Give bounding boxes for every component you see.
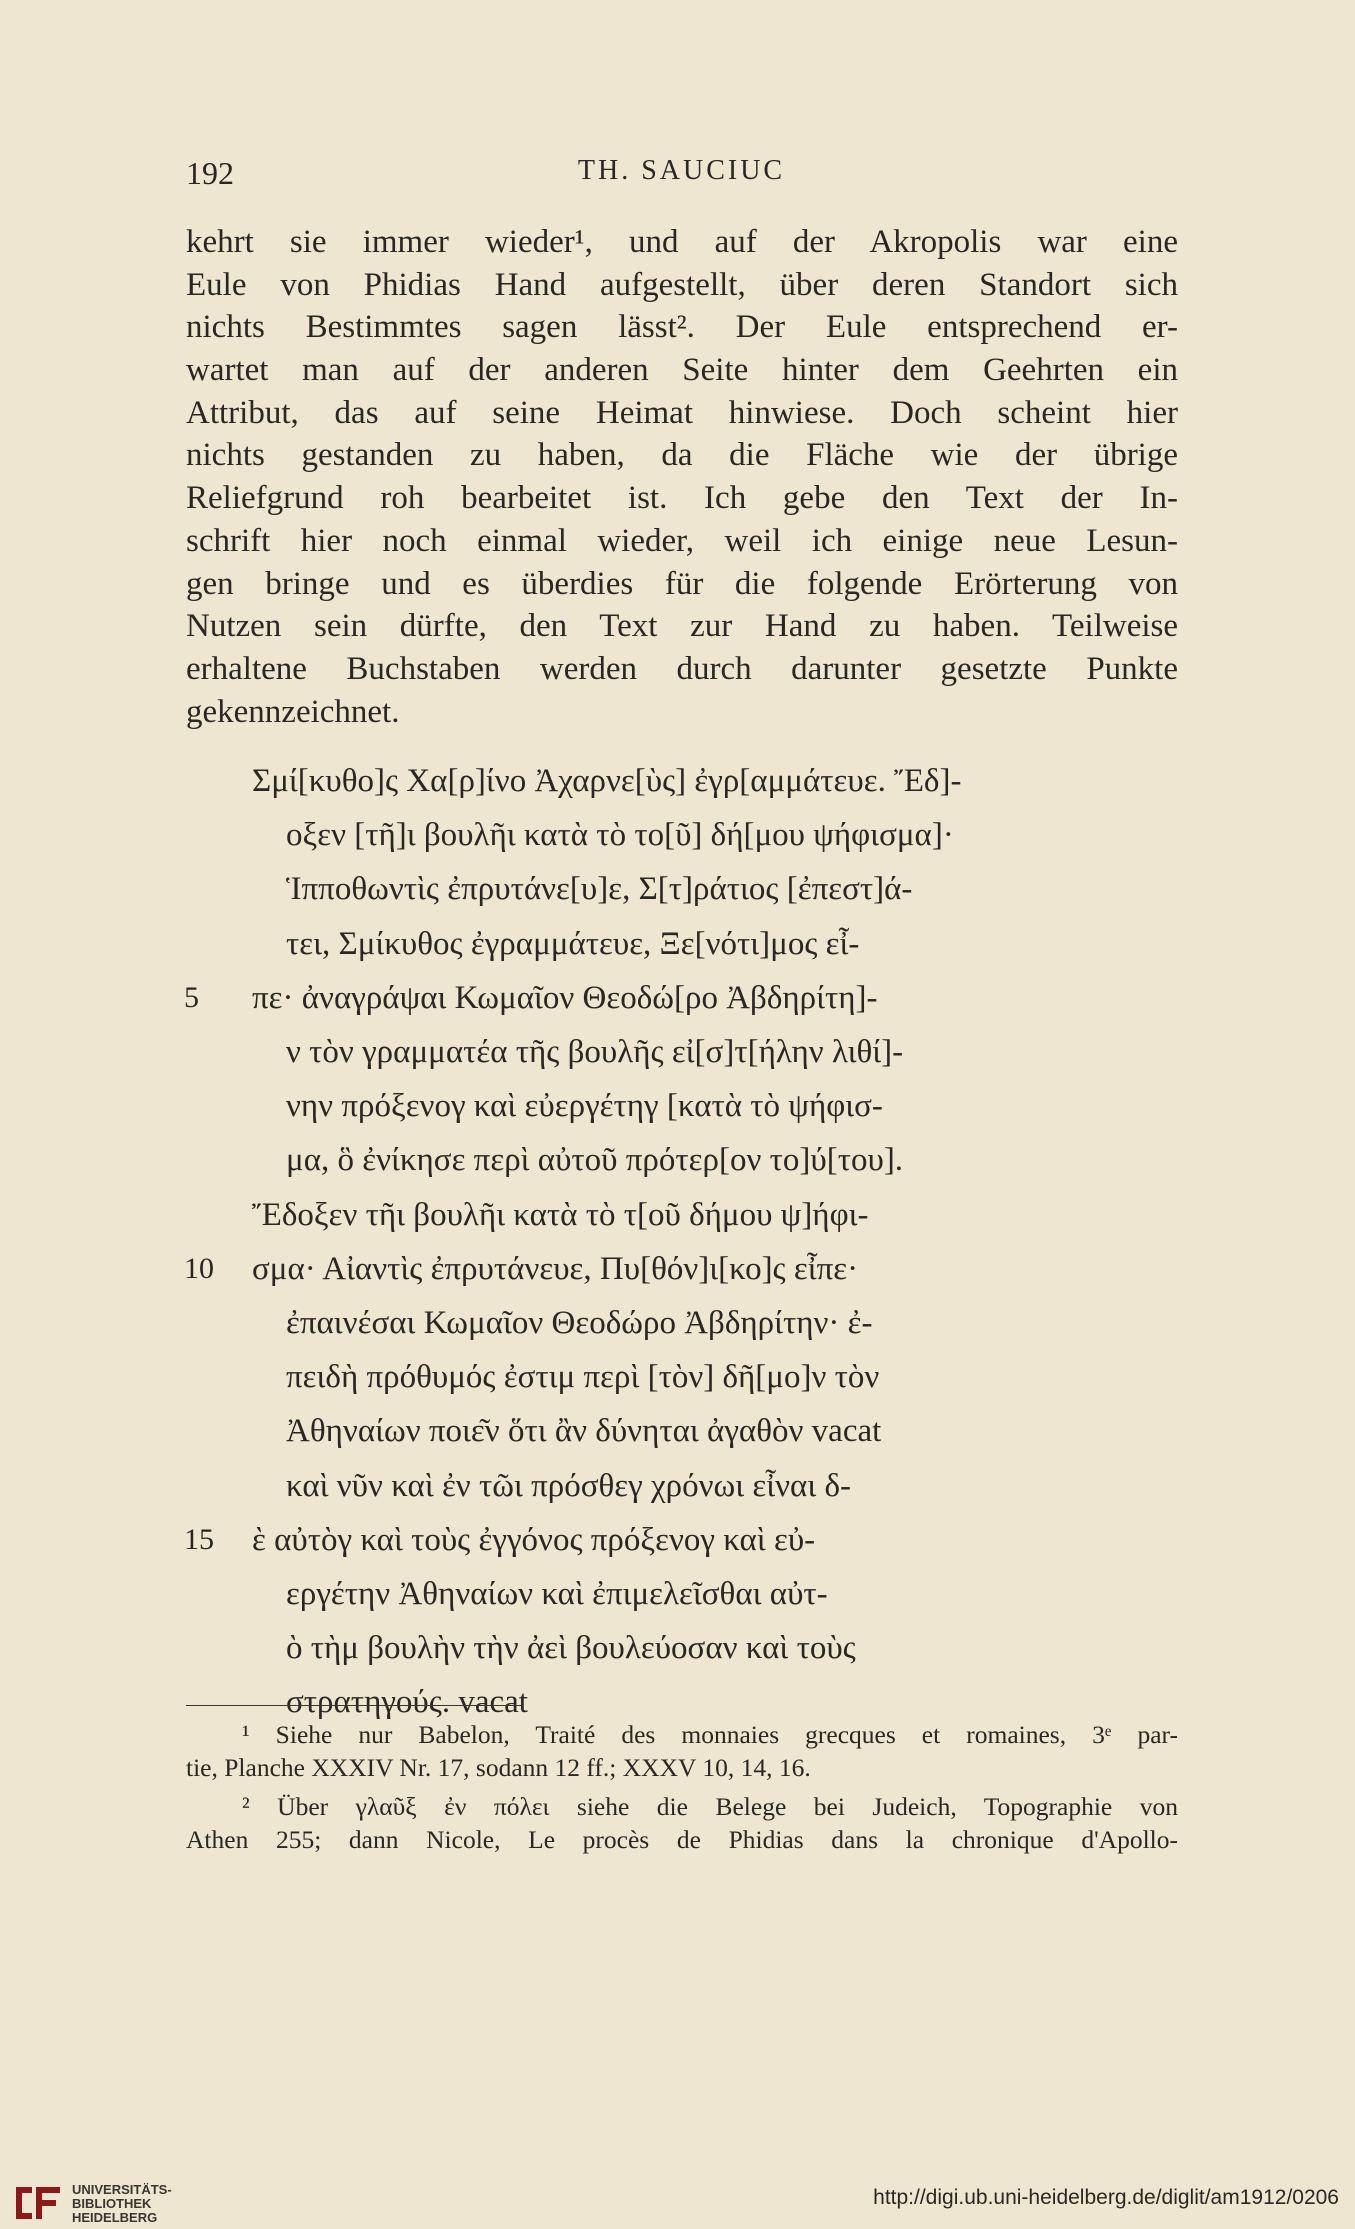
inscription-line: [0, 1025, 1355, 1079]
library-name-line: HEIDELBERG: [72, 2210, 158, 2225]
body-line: erhaltene Buchstaben werden durch darunter gesetzte Punkte: [186, 650, 1178, 687]
source-url[interactable]: http://digi.ub.uni-heidelberg.de/diglit/am1912/0206: [873, 2186, 1339, 2209]
line-number: 15: [184, 1522, 214, 1556]
body-line: gen bringe und es überdies für die folgende Erörterung von: [186, 565, 1178, 602]
inscription-text: στρατηγούς. vacat: [286, 1684, 528, 1721]
footnote-line: ² Über γλαῦξ ἐν πόλει siehe die Belege bei Judeich, Topographie von: [242, 1792, 1178, 1821]
inscription-text: μα, ὃ ἐνίκησε περὶ αὐτοῦ πρότερ[ον το]ύ[του].: [286, 1142, 904, 1179]
body-line: wartet man auf der anderen Seite hinter dem Geehrten ein: [186, 352, 1178, 389]
line-number: 10: [184, 1251, 214, 1285]
library-name: [72, 2183, 172, 2225]
inscription-line: [0, 971, 1355, 1025]
inscription-text: Σμί[κυθο]ς Χα[ρ]ίνο Ἀχαρνε[ὺς] ἐγρ[αμμάτευε. Ἔδ]-: [252, 763, 962, 799]
inscription-text: καὶ νῦν καὶ ἐν τῶι πρόσθεγ χρόνωι εἶναι δ-: [286, 1467, 851, 1504]
body-paragraph: [186, 221, 1178, 733]
inscription-line: [0, 754, 1355, 808]
library-name-line: UNIVERSITÄTS-: [72, 2182, 172, 2197]
inscription-line: [0, 1513, 1355, 1567]
inscription-line: [0, 1350, 1355, 1404]
inscription-line: [0, 1188, 1355, 1242]
body-line: Nutzen sein dürfte, den Text zur Hand zu haben. Teilweise: [186, 608, 1178, 645]
body-line: Reliefgrund roh bearbeitet ist. Ich gebe den Text der In-: [186, 480, 1178, 517]
inscription-line: [0, 1296, 1355, 1350]
body-line: kehrt sie immer wieder¹, und auf der Akropolis war eine: [186, 224, 1178, 260]
inscription-line: [0, 1242, 1355, 1296]
inscription-line: [0, 862, 1355, 916]
inscription-text: Ἀθηναίων ποιε͂ν ὅτι ἂν δύνηται ἀγαθὸν vacat: [286, 1413, 882, 1450]
footnote-rule: [186, 1705, 523, 1706]
inscription-text: οξεν [τῆ]ι βουλῆι κατὰ τὸ το[ῦ] δή[μου ψήφισμα]·: [286, 817, 954, 854]
running-head: TH. SAUCIUC: [577, 155, 786, 186]
footnote-line: ¹ Siehe nur Babelon, Traité des monnaies grecques et romaines, 3ᵉ par-: [242, 1720, 1178, 1749]
inscription-line: [0, 1567, 1355, 1621]
library-name-line: BIBLIOTHEK: [72, 2196, 152, 2211]
footnote-line: Athen 255; dann Nicole, Le procès de Phidias dans la chronique d'Apollo-: [186, 1825, 1178, 1854]
inscription-text: ὲ αὐτὸγ καὶ τοὺς ἐγγόνος πρόξενογ καὶ εὐ-: [252, 1521, 816, 1558]
inscription-line: [0, 1621, 1355, 1675]
inscription-text: Ἱπποθωντὶς ἐπρυτάνε[υ]ε, Σ[τ]ράτιος [ἐπεστ]ά-: [286, 871, 913, 908]
body-line: gekennzeichnet.: [186, 693, 400, 730]
inscription-text: νην πρόξενογ καὶ εὐεργέτηγ [κατὰ τὸ ψήφισ-: [286, 1088, 883, 1125]
inscription-text: σμα· Αἰαντὶς ἐπρυτάνευε, Πυ[θόν]ι[κο]ς εἶπε·: [252, 1250, 859, 1287]
page-header: [186, 155, 1177, 199]
inscription-text: Ἔδοξεν τῆι βουλῆι κατὰ τὸ τ[οῦ δήμου ψ]ήφι-: [252, 1196, 869, 1233]
inscription-text: πε· ἀναγράψαι Κωμαῖον Θεοδώ[ρο Ἀβδηρίτη]-: [252, 979, 878, 1016]
inscription-line: [0, 1133, 1355, 1187]
inscription-line: [0, 917, 1355, 971]
body-line: nichts Bestimmtes sagen lässt². Der Eule entsprechend er-: [186, 309, 1178, 346]
body-line: Attribut, das auf seine Heimat hinwiese. Doch scheint hier: [186, 394, 1178, 431]
university-library-logo: [12, 2183, 64, 2223]
page-number: 192: [186, 155, 234, 191]
body-line: nichts gestanden zu haben, da die Fläche wie der übrige: [186, 437, 1178, 474]
inscription-line: [0, 1404, 1355, 1458]
inscription-text: ὸ τὴμ βουλὴν τὴν ἀεὶ βουλεύοσαν καὶ τοὺς: [286, 1630, 856, 1667]
inscription-line: [0, 1459, 1355, 1513]
inscription-text: ν τὸν γραμματέα τῆς βουλῆς εἰ[σ]τ[ήλην λιθί]-: [286, 1034, 904, 1070]
inscription-line: [0, 1079, 1355, 1133]
line-number: 5: [184, 980, 199, 1014]
footnotes: [186, 1718, 1178, 1856]
inscription-line: [0, 808, 1355, 862]
footnote-line: tie, Planche XXXIV Nr. 17, sodann 12 ff.; XXXV 10, 14, 16.: [186, 1753, 811, 1782]
inscription-text: τει, Σμίκυθος ἐγραμμάτευε, Ξε[νότι]μος εἶ-: [286, 925, 860, 962]
inscription-text: πειδὴ πρόθυμός ἐστιμ περὶ [τὸν] δῆ[μο]ν τὸν: [286, 1359, 880, 1396]
inscription-text: εργέτην Ἀθηναίων καὶ ἐπιμελεῖσθαι αὐτ-: [286, 1576, 828, 1612]
body-line: schrift hier noch einmal wieder, weil ich einige neue Lesun-: [186, 522, 1178, 559]
inscription-text: ἐπαινέσαι Κωμαῖον Θεοδώρο Ἀβδηρίτην· ἐ-: [286, 1305, 873, 1341]
body-line: Eule von Phidias Hand aufgestellt, über deren Standort sich: [186, 266, 1178, 303]
